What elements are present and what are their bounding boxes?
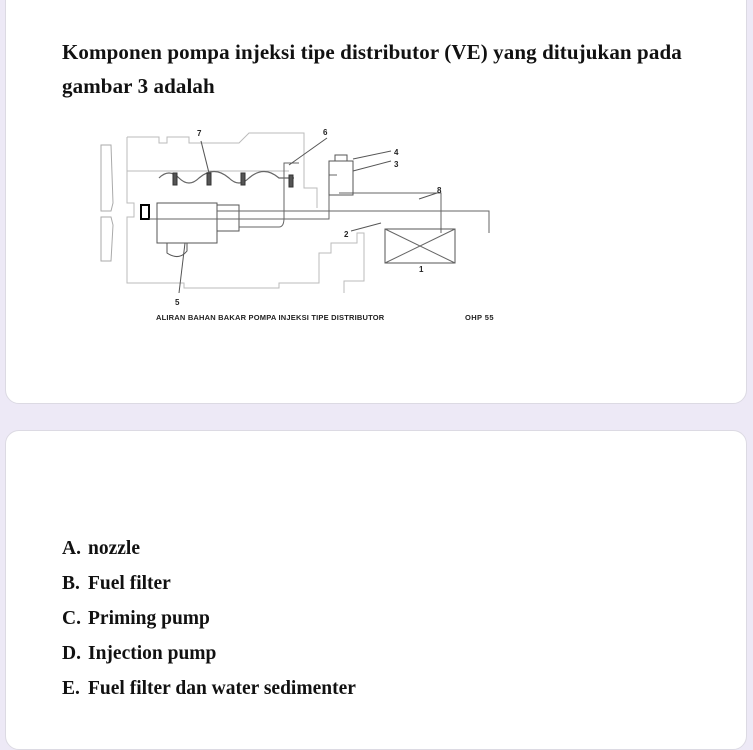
option-letter: B. (62, 573, 80, 594)
svg-text:2: 2 (344, 230, 349, 239)
options-card (5, 430, 747, 750)
option-text: Priming pump (88, 608, 210, 629)
figure-caption: ALIRAN BAHAN BAKAR POMPA INJEKSI TIPE DISTRIBUTOR (156, 313, 385, 322)
option-letter: C. (62, 608, 81, 629)
option-a[interactable] (62, 531, 356, 566)
option-letter: D. (62, 643, 81, 664)
question-line-2: gambar 3 adalah (62, 74, 215, 98)
option-b[interactable] (62, 566, 356, 601)
option-c[interactable] (62, 601, 356, 636)
svg-text:6: 6 (323, 128, 328, 137)
svg-text:3: 3 (394, 160, 399, 169)
fuel-system-diagram (89, 128, 519, 333)
option-letter: A. (62, 538, 81, 559)
svg-text:7: 7 (197, 129, 202, 138)
answer-options (62, 531, 356, 706)
svg-text:4: 4 (394, 148, 399, 157)
question-line-1: Komponen pompa injeksi tipe distributor (VE) yang ditujukan pada (62, 40, 682, 64)
svg-text:1: 1 (419, 265, 424, 274)
svg-text:5: 5 (175, 298, 180, 307)
option-letter: E. (62, 678, 80, 699)
figure-code: OHP 55 (465, 313, 494, 322)
option-text: Fuel filter (88, 573, 171, 594)
svg-text:8: 8 (437, 186, 442, 195)
option-e[interactable] (62, 671, 356, 706)
option-text: Injection pump (88, 643, 217, 664)
question-card (5, 0, 747, 404)
option-text: Fuel filter dan water sedimenter (88, 678, 356, 699)
option-d[interactable] (62, 636, 356, 671)
question-text (62, 35, 702, 103)
option-text: nozzle (88, 538, 140, 559)
